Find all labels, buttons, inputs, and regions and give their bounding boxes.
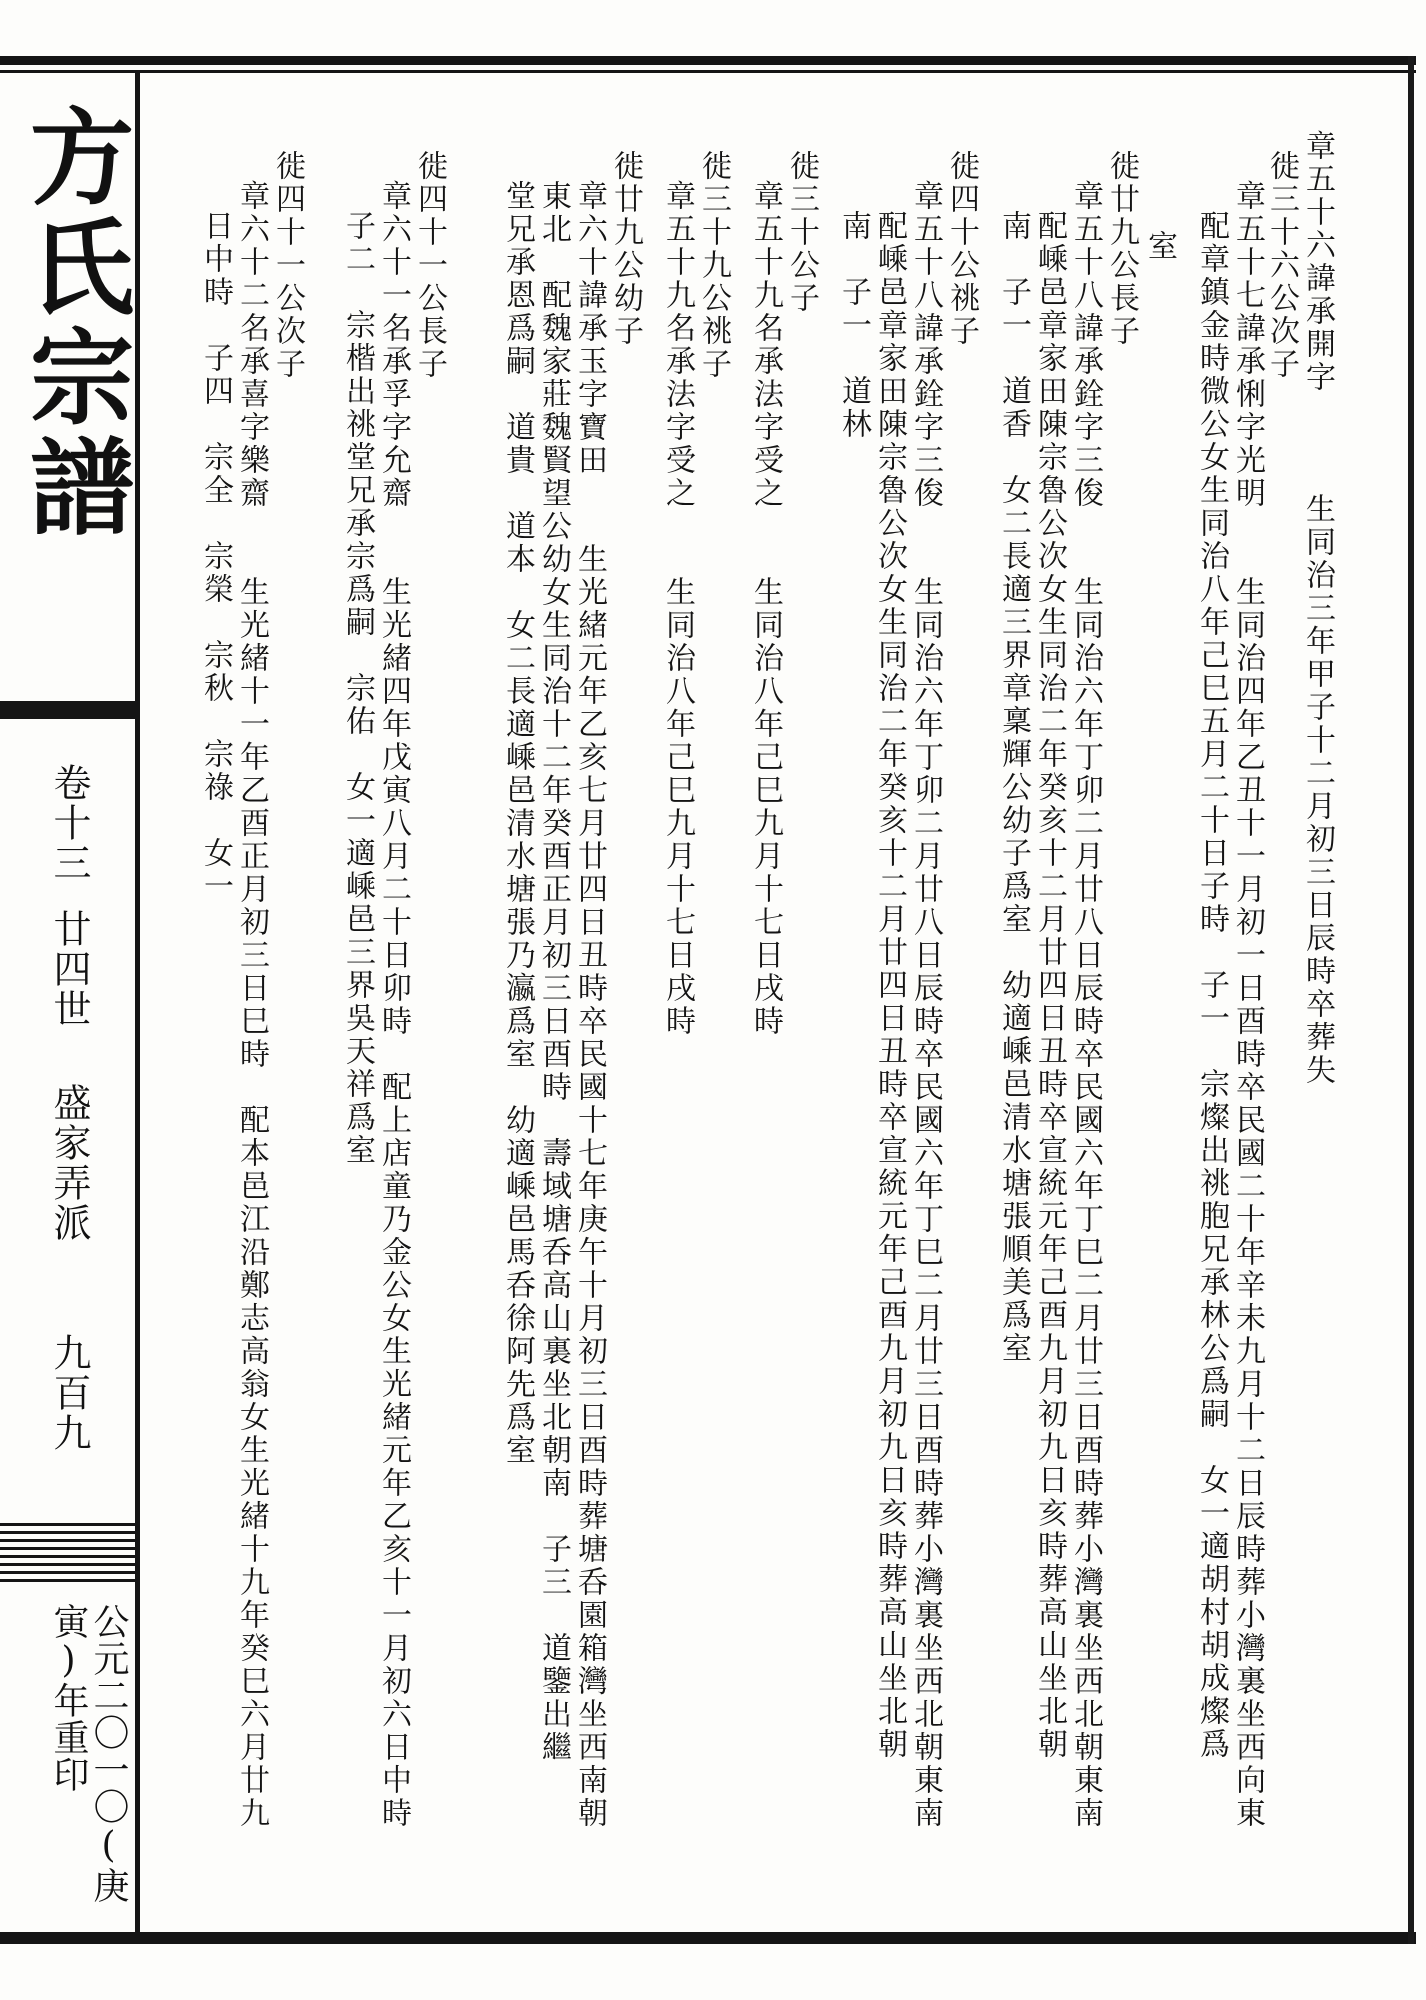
reprint-note: 公元二〇一〇(庚寅)年重印 (48, 1603, 129, 1904)
text-column: 徙廿九公長子 (1104, 150, 1139, 348)
text-column: 章五十八諱承銓字三俊 生同治六年丁卯二月廿八日辰時卒民國六年丁巳二月廿三日酉時葬小灣裏坐西北朝東南 (1068, 180, 1103, 1830)
text-column: 室 (1142, 230, 1177, 263)
book-title: 方氏宗譜 (12, 103, 135, 543)
text-column: 配嵊邑章家田陳宗魯公次女生同治二年癸亥十二月廿四日丑時卒宣統元年己酉九月初九日亥時葬高山坐北朝 (1032, 210, 1067, 1761)
text-column: 子二 宗楷出祧堂兄承宗爲嗣 宗佑 女一適嵊邑三界吳天祥爲室 (340, 210, 375, 1167)
text-column: 配嵊邑章家田陳宗魯公次女生同治二年癸亥十二月廿四日丑時卒宣統元年己酉九月初九日亥時葬高山坐北朝 (872, 210, 907, 1761)
text-column: 章五十六諱承開字 生同治三年甲子十二月初三日辰時卒葬失 (1300, 130, 1335, 1087)
text-column: 徙三十六公次子 (1264, 150, 1299, 381)
text-column: 章六十一名承孚字允齋 生光緒四年戊寅八月二十日卯時 配上店童乃金公女生光緒元年乙亥十一月初六日中時 (376, 180, 411, 1830)
top-border (0, 56, 1416, 65)
bottom-border (0, 1932, 1416, 1944)
text-column: 章五十九名承法字受之 生同治八年己巳九月十七日戌時 (748, 180, 783, 1038)
text-column: 東北 配魏家莊魏賢望公幼女生同治十二年癸酉正月初三日酉時 壽域塘呑高山裏坐北朝南 子三 道鑒出繼 (536, 180, 571, 1764)
right-border (1408, 56, 1414, 1944)
text-column: 徙三十九公祧子 (696, 150, 731, 381)
text-column: 日中時 子四 宗全 宗榮 宗秋 宗祿 女一 (198, 210, 233, 903)
text-column: 章六十諱承玉字寶田 生光緒元年乙亥七月廿四日丑時卒民國十七年庚午十月初三日酉時葬塘呑園箱灣坐西南朝 (572, 180, 607, 1830)
text-column: 配章鎮金時微公女生同治八年己巳五月二十日子時 子一 宗燦出祧胞兄承林公爲嗣 女一適胡村胡成燦爲 (1194, 210, 1229, 1761)
text-column: 徙四十一公長子 (412, 150, 447, 381)
text-column: 徙三十公子 (784, 150, 819, 315)
volume-label: 卷十三 (47, 763, 91, 883)
text-column: 徙廿九公幼子 (608, 150, 643, 348)
text-column: 章六十二名承喜字樂齋 生光緒十一年乙酉正月初三日巳時 配本邑江沿鄭志高翁女生光緒十九年癸巳六月廿九 (234, 180, 269, 1830)
branch-label: 盛家弄派 (47, 1083, 91, 1243)
text-column: 章五十八諱承銓字三俊 生同治六年丁卯二月廿八日辰時卒民國六年丁巳二月廿三日酉時葬小灣裏坐西北朝東南 (908, 180, 943, 1830)
text-column: 堂兄承恩爲嗣 道貴 道本 女二長適嵊邑清水塘張乃瀛爲室 幼適嵊邑馬呑徐阿先爲室 (500, 180, 535, 1467)
text-column: 南 子一 道香 女二長適三界章稟輝公幼子爲室 幼適嵊邑清水塘張順美爲室 (996, 210, 1031, 1365)
title-panel (0, 73, 140, 1932)
text-column: 章五十七諱承悧字光明 生同治四年乙丑十一月初一日酉時卒民國二十年辛未九月十二日辰時葬小灣裏坐西向東 (1230, 180, 1265, 1830)
text-column: 徙四十公祧子 (944, 150, 979, 348)
page-number: 九百九 (47, 1333, 91, 1453)
generation-label: 廿四世 (47, 909, 91, 1029)
text-column: 南 子一 道林 (836, 210, 871, 441)
text-column: 徙四十一公次子 (270, 150, 305, 381)
title-divider (0, 701, 135, 719)
top-border-thin (0, 70, 1416, 73)
text-column: 章五十九名承法字受之 生同治八年己巳九月十七日戌時 (660, 180, 695, 1038)
hatch-ornament (0, 1523, 135, 1583)
